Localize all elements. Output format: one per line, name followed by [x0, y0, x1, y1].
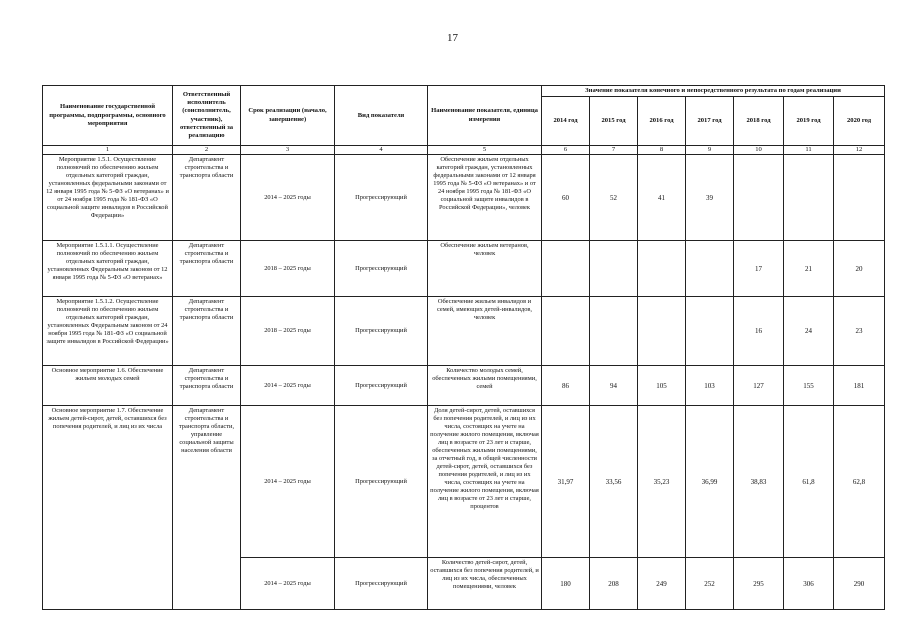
column-number: 8: [638, 146, 686, 155]
value-cell: 208: [590, 558, 638, 610]
value-cell: 249: [638, 558, 686, 610]
indicator-name: Количество детей-сирот, детей, оставшихся без попечения родителей, и лиц из их числа, обеспеченных помещениями, человек: [428, 558, 542, 610]
value-cell: 181: [834, 366, 885, 406]
indicator-name: Доля детей-сирот, детей, оставшихся без попечения родителей, и лиц из их числа, состоящих на учете на получение жилого помещения, включая лиц в возрасте от 23 лет и старше, обеспеченных жилыми помещениями, за отчетный год, в общей численности детей-сирот, детей, оставшихся без попечения родителей, и лиц из их числа, состоящих на учете на получение жилого помещения, включая лиц в возрасте от 23 лет и старше, процентов: [428, 406, 542, 558]
table-row: [43, 366, 885, 406]
indicator-name: Обеспечение жильем инвалидов и семей, имеющих детей-инвалидов, человек: [428, 297, 542, 366]
column-number: 4: [335, 146, 428, 155]
value-cell: 39: [686, 155, 734, 241]
column-number: 9: [686, 146, 734, 155]
value-cell: 24: [784, 297, 834, 366]
value-cell: 21: [784, 241, 834, 297]
value-cell: 180: [542, 558, 590, 610]
value-cell: 31,97: [542, 406, 590, 558]
value-cell: [834, 155, 885, 241]
period: 2018 – 2025 годы: [241, 241, 335, 297]
table-row: [43, 406, 885, 558]
executor: Департамент строительства и транспорта области: [173, 241, 241, 297]
header-year: 2016 год: [638, 97, 686, 146]
value-cell: 38,83: [734, 406, 784, 558]
value-cell: 105: [638, 366, 686, 406]
period: 2014 – 2025 годы: [241, 406, 335, 558]
header-year: 2015 год: [590, 97, 638, 146]
indicator-name: Обеспечение жильем отдельных категорий граждан, установленных федеральными законами от 12 января 1995 года № 5-ФЗ «О ветеранах» и от 24 ноября 1995 года № 181-ФЗ «О социальной защите инвалидов в Российской Федерации», человек: [428, 155, 542, 241]
indicator-type: Прогрессирующий: [335, 155, 428, 241]
value-cell: 16: [734, 297, 784, 366]
period: 2014 – 2025 годы: [241, 366, 335, 406]
header-year: 2019 год: [784, 97, 834, 146]
header-program-name: Наименование государственной программы, подпрограммы, основного мероприятия: [43, 86, 173, 146]
program-name: Мероприятие 1.5.1.2. Осуществление полномочий по обеспечению жильем отдельных категорий граждан, установленных Федеральным законом от 24 ноября 1995 года № 181-ФЗ «О социальной защите инвалидов в Российской Федерации»: [43, 297, 173, 366]
value-cell: [590, 297, 638, 366]
indicators-table: [42, 85, 885, 610]
indicator-name: Обеспечение жильем ветеранов, человек: [428, 241, 542, 297]
column-number: 12: [834, 146, 885, 155]
period: 2014 – 2025 годы: [241, 155, 335, 241]
header-indicator-type: Вид показателя: [335, 86, 428, 146]
value-cell: 306: [784, 558, 834, 610]
value-cell: [638, 297, 686, 366]
value-cell: 155: [784, 366, 834, 406]
table-row: [43, 241, 885, 297]
header-indicator-name: Наименование показателя, единица измерения: [428, 86, 542, 146]
value-cell: [686, 297, 734, 366]
value-cell: [734, 155, 784, 241]
executor: Департамент строительства и транспорта области, управление социальной защиты населения области: [173, 406, 241, 610]
indicator-type: Прогрессирующий: [335, 366, 428, 406]
value-cell: [784, 155, 834, 241]
indicator-type: Прогрессирующий: [335, 558, 428, 610]
value-cell: 35,23: [638, 406, 686, 558]
header-executor: Ответственный исполнитель (соисполнитель, участник), ответственный за реализацию: [173, 86, 241, 146]
value-cell: [638, 241, 686, 297]
program-name: Мероприятие 1.5.1. Осуществление полномочий по обеспечению жильем отдельных категорий граждан, установленных федеральными законами от 12 января 1995 года № 5-ФЗ «О ветеранах» и от 24 ноября 1995 года № 181-ФЗ «О социальной защите инвалидов в Российской Федерации»: [43, 155, 173, 241]
indicator-type: Прогрессирующий: [335, 241, 428, 297]
column-number: 10: [734, 146, 784, 155]
program-name: Мероприятие 1.5.1.1. Осуществление полномочий по обеспечению жильем отдельных категорий граждан, установленных Федеральным законом от 12 января 1995 года № 5-ФЗ «О ветеранах»: [43, 241, 173, 297]
column-number: 2: [173, 146, 241, 155]
column-number: 7: [590, 146, 638, 155]
value-cell: 60: [542, 155, 590, 241]
column-number: 5: [428, 146, 542, 155]
value-cell: 33,56: [590, 406, 638, 558]
program-name: Основное мероприятие 1.6. Обеспечение жильем молодых семей: [43, 366, 173, 406]
value-cell: [686, 241, 734, 297]
executor: Департамент строительства и транспорта области: [173, 155, 241, 241]
header-values-group: Значение показателя конечного и непосредственного результата по годам реализации: [542, 86, 885, 97]
value-cell: 94: [590, 366, 638, 406]
value-cell: 103: [686, 366, 734, 406]
value-cell: 252: [686, 558, 734, 610]
column-number: 11: [784, 146, 834, 155]
value-cell: 52: [590, 155, 638, 241]
indicator-type: Прогрессирующий: [335, 297, 428, 366]
executor: Департамент строительства и транспорта области: [173, 297, 241, 366]
value-cell: 62,8: [834, 406, 885, 558]
value-cell: 295: [734, 558, 784, 610]
value-cell: 23: [834, 297, 885, 366]
table-row: [43, 297, 885, 366]
page-number: 17: [447, 32, 458, 44]
period: 2014 – 2025 годы: [241, 558, 335, 610]
value-cell: 127: [734, 366, 784, 406]
value-cell: 290: [834, 558, 885, 610]
value-cell: [542, 297, 590, 366]
value-cell: 20: [834, 241, 885, 297]
indicator-name: Количество молодых семей, обеспеченных жилыми помещениями, семей: [428, 366, 542, 406]
header-year: 2017 год: [686, 97, 734, 146]
header-period: Срок реализации (начало, завершение): [241, 86, 335, 146]
header-year: 2020 год: [834, 97, 885, 146]
value-cell: 17: [734, 241, 784, 297]
value-cell: 86: [542, 366, 590, 406]
program-name: Основное мероприятие 1.7. Обеспечение жильем детей-сирот, детей, оставшихся без попечения родителей, и лиц из их числа: [43, 406, 173, 610]
header-year: 2018 год: [734, 97, 784, 146]
header-year: 2014 год: [542, 97, 590, 146]
column-number: 3: [241, 146, 335, 155]
table-row: [43, 155, 885, 241]
period: 2018 – 2025 годы: [241, 297, 335, 366]
value-cell: [590, 241, 638, 297]
value-cell: [542, 241, 590, 297]
executor: Департамент строительства и транспорта области: [173, 366, 241, 406]
value-cell: 36,99: [686, 406, 734, 558]
value-cell: 61,8: [784, 406, 834, 558]
column-number: 1: [43, 146, 173, 155]
column-number: 6: [542, 146, 590, 155]
value-cell: 41: [638, 155, 686, 241]
indicator-type: Прогрессирующий: [335, 406, 428, 558]
